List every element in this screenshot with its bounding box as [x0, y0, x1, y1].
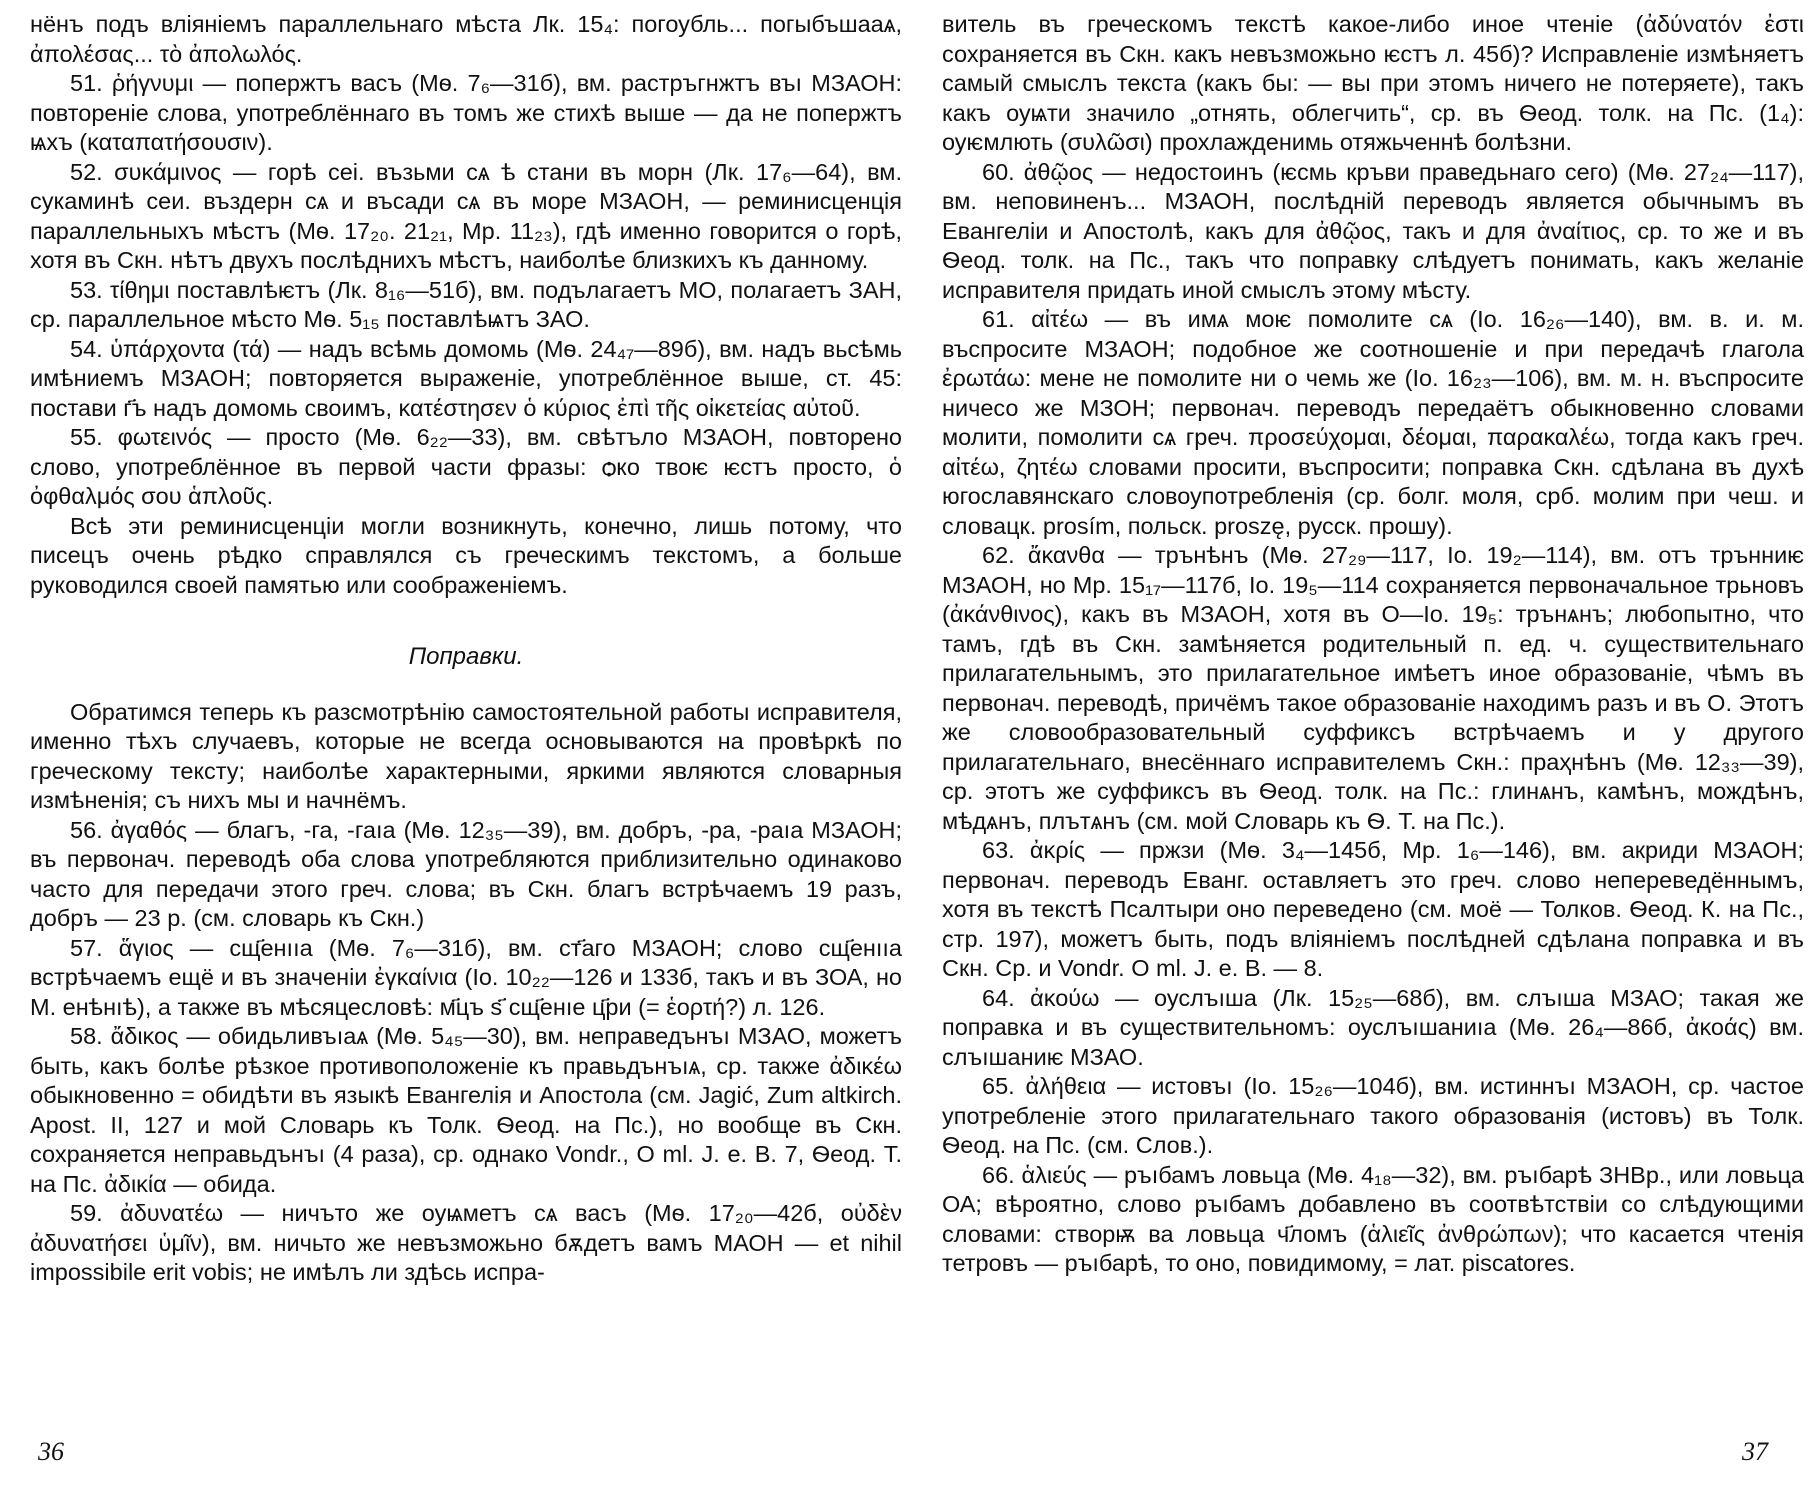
intro-paragraph: Обратимся теперь къ разсмотрѣнію самостоятельной работы исправителя, именно тѣхъ случаевъ, которые не всегда основываются на провѣркѣ по греческому тексту; наиболѣе характерными, яркими являются словарныя измѣненія; съ нихъ мы и начнёмъ. [30, 698, 902, 813]
paragraph-continued: нёнъ подъ вліяніемъ параллельнаго мѣста Лк. 15₄: погоубль... погыбъшааѧ, ἀπολέσας... τὸ ἀπολωλός. [30, 11, 902, 67]
entry-64: 64. ἀκούω — оуслъıша (Лк. 15₂₅—68б), вм. слъıша МЗАО; такая же поправка и въ существительномъ: оуслъıшаниıа (Мѳ. 26₄—86б, ἀκοάς) вм. слъıшаниѥ МЗАО. [942, 984, 1804, 1070]
right-page [942, 10, 1804, 1480]
entry-54: 54. ὑπάρχοντα (τά) — надъ всѣмь домомь (Мѳ. 24₄₇—89б), вм. надъ вьсѣмь имѣниемъ МЗАОН; повторяется выраженіе, употреблённое выше, ст. 45: постави г҃ъ надъ домомь своимъ, κατέστησεν ὁ κύριος ἐπὶ τῆς οἰκετείας αὐτοῦ. [30, 335, 902, 421]
entry-51: 51. ῥήγνυμι — попержтъ васъ (Мѳ. 7₆—31б), вм. растръгнжтъ въı МЗАОН: повтореніе слова, употреблённаго въ томъ же стихѣ выше — да не попержтъ ѩхъ (καταπατήσουσιν). [30, 70, 902, 155]
entry-52: 52. συκάμινος — горѣ сеі. възьми сѧ ѣ стани въ морн (Лк. 17₆—64), вм. сукаминѣ сеи. въздерн сѧ и въсади сѧ въ море МЗАОН, — реминисценція параллельныхъ мѣстъ (Мѳ. 17₂₀. 21₂₁, Мр. 11₂₃), гдѣ именно говорится о горѣ, хотя въ Скн. нѣтъ двухъ послѣднихъ мѣстъ, наиболѣе близкихъ къ данному. [30, 158, 902, 273]
entry-58: 58. ἄδικος — обидьливъıаѧ (Мѳ. 5₄₅—30), вм. неправедънъı МЗАО, можетъ быть, какъ болѣе рѣзкое противоположеніе къ правьдънъıѧ, ср. также ἀδικέω обыкновенно = обидѣти въ языкѣ Евангелія и Апостола (см. Jagić, Zum altkirch. Apost. II, 127 и мой Словарь къ Толк. Ѳеод. на Пс.), но вообще въ Скн. сохраняется неправьдънъı (4 раза), ср. однако Vondr., O ml. J. e. B. 7, Ѳеод. Т. на Пс. ἀδικία — обида. [30, 1023, 902, 1197]
entry-56: 56. ἀγαθός — благъ, -га, -гаıа (Мѳ. 12₃₅—39), вм. добръ, -ра, -раıа МЗАОН; въ первонач. переводѣ оба слова употребляются приблизительно одинаково часто для передачи этого греч. слова; въ Скн. благъ встрѣчаемъ 19 разъ, добръ — 23 р. (см. словарь къ Скн.) [30, 816, 902, 931]
paragraph-continued: витель въ греческомъ текстѣ какое-либо иное чтеніе (ἀδύνατόν ἐστι сохраняется въ Скн. какъ невъзможьно ѥстъ л. 45б)? Исправленіе измѣняетъ самый смыслъ текста (какъ бы: — вы при этомъ ничего не потеряете), такъ какъ оуѩти значило „отнять, облегчить“, ср. въ Ѳеод. толк. на Пс. (1₄): оуѥмлють (συλῶσι) прохлажденимь отяжьченнѣ болѣзни. [942, 11, 1804, 155]
summary-paragraph: Всѣ эти реминисценціи могли возникнуть, конечно, лишь потому, что писецъ очень рѣдко справлялся съ греческимъ текстомъ, а больше руководился своей памятью или соображеніемъ. [30, 512, 902, 598]
entry-57: 57. ἅγιος — сщ҃енııа (Мѳ. 7₆—31б), вм. ст҃аго МЗАОН; слово сщ҃енııа встрѣчаемъ ещё и въ значеніи ἐγκαίνια (Іо. 10₂₂—126 и 133б, такъ и въ ЗОА, но М. енѣнıѣ), а также въ мѣсяцесловѣ: м҃цъ ѕ҃ сщ҃енıе ц҃ри (= ἑορτή?) л. 126. [30, 934, 902, 1020]
entry-61: 61. αἰτέω — въ имѧ моѥ помолите сѧ (Іо. 16₂₆—140), вм. в. и. м. въспросите МЗАОН; подобное же соотношеніе и при передачѣ глагола ἐρωτάω: мене не помолите ни о чемь же (Іо. 16₂₃—106), вм. м. н. въспросите ничесо же МЗОН; первонач. переводъ передаётъ обыкновенно словами молити, помолити сѧ греч. προσεύχομαι, δέομαι, παρακαλέω, тогда какъ греч. αἰτέω, ζητέω словами просити, въспросити; поправка Скн. сдѣлана въ духѣ югославянскаго словоупотребленія (ср. болг. моля, срб. молим при чеш. и словацк. prosím, польск. proszę, русск. прошу). [942, 306, 1804, 539]
entry-53: 53. τίθημι поставлѣѥтъ (Лк. 8₁₆—51б), вм. подълагаетъ МО, полагаетъ ЗАН, ср. параллельное мѣсто Мѳ. 5₁₅ поставлѣѩтъ ЗАО. [30, 276, 902, 332]
entry-55: 55. φωτεινός — просто (Мѳ. 6₂₂—33), вм. свѣтъло МЗАОН, повторено слово, употреблённое въ первой части фразы: ѻко твоѥ ѥстъ просто, ὁ ὀφθαλμός σου ἁπλοῦς. [30, 424, 902, 509]
entry-62: 62. ἄκανθα — трънѣнъ (Мѳ. 27₂₉—117, Іо. 19₂—114), вм. отъ трънниѥ МЗАОН, но Мр. 15₁₇—117б, Іо. 19₅—114 сохраняется первоначальное трьновъ (ἀκάνθινος), какъ въ МЗАОН, хотя въ О—Іо. 19₅: трънѧнъ; любопытно, что тамъ, гдѣ въ Скн. замѣняется родительный п. ед. ч. существительнаго прилагательнымъ, это прилагательное имѣетъ иное образованіе, чѣмъ въ первонач. переводѣ, причёмъ такое образованіе находимъ разъ и въ О. Этотъ же словообразовательный суффиксъ встрѣчаемъ и у другого прилагательнаго, внесённаго исправителемъ Скн.: праҳнѣнъ (Мѳ. 12₃₃—39), ср. этотъ же суффиксъ въ Ѳеод. толк. на Пс.: глинѧнъ, камѣнъ, мождѣнъ, мѣдѧнъ, плътѧнъ (см. мой Словарь къ Ѳ. Т. на Пс.). [942, 542, 1804, 834]
entry-59: 59. ἀδυνατέω — ничъто же оуѩметъ сѧ васъ (Мѳ. 17₂₀—42б, οὐδὲν ἀδυνατήσει ὑμῖν), вм. ничьто же невъзможьно бѫдетъ вамъ МАОН — et nihil impossibile erit vobis; не имѣлъ ли здѣсь испра- [30, 1200, 902, 1285]
entry-66: 66. ἁλιεύς — ръıбамъ ловьца (Мѳ. 4₁₈—32), вм. ръıбарѣ ЗНВр., или ловьца ОА; вѣроятно, слово ръıбамъ добавлено въ соотвѣтствіи со слѣдующими словами: створѭ ва ловьца ч҃ломъ (ἁλιεῖς ἀνθρώπων); что касается чтенія тетровъ — ръıбарѣ, то оно, повидимому, = лат. piscatores. [942, 1161, 1804, 1276]
entry-65: 65. ἀλήθεια — истовъı (Іо. 15₂₆—104б), вм. истиннъı МЗАОН, ср. частое употребленіе этого прилагательнаго такого образованія (истовъ) въ Толк. Ѳеод. на Пс. (см. Слов.). [942, 1073, 1804, 1158]
entry-63: 63. ἀκρίς — пржзи (Мѳ. 3₄—145б, Мр. 1₆—146), вм. акриди МЗАОН; первонач. переводъ Еванг. оставляетъ это греч. слово непереведённымъ, хотя въ текстѣ Псалтыри оно переведено (см. моё — Толков. Ѳеод. К. на Пс., стр. 197), можетъ быть, подъ вліяніемъ послѣдней сдѣлана поправка и въ Скн. Ср. и Vondr. O ml. J. e. B. — 8. [942, 837, 1804, 981]
left-page [30, 10, 902, 1480]
page-number: 36 [38, 1436, 64, 1466]
entry-60: 60. ἀθῷος — недостоинъ (ѥсмь кръви праведьнаго сего) (Мѳ. 27₂₄—117), вм. неповиненъ... МЗАОН, послѣдній переводъ является обычнымъ въ Евангеліи и Апостолѣ, какъ для ἀθῷος, такъ и для ἀναίτιος, ср. то же и въ Ѳеод. толк. на Пс., такъ что поправку слѣдуетъ понимать, какъ желаніе исправителя придать иной смыслъ этому мѣсту. [942, 158, 1804, 303]
page-number: 37 [1742, 1436, 1768, 1466]
section-title: Поправки. [408, 643, 524, 670]
